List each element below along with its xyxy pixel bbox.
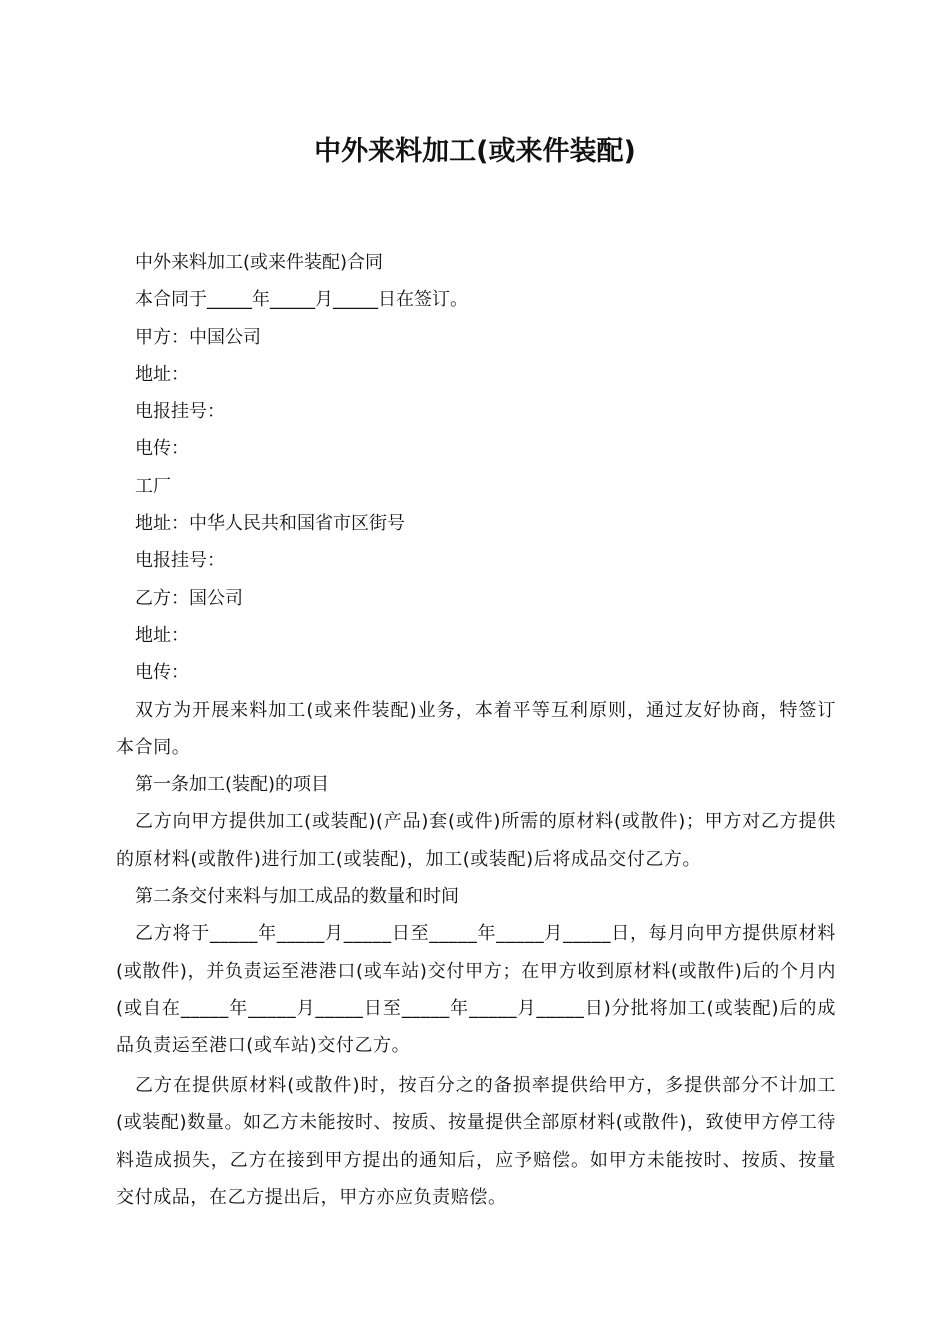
party-b-address-line: 地址： <box>135 624 189 646</box>
article-2-heading: 第二条交付来料与加工成品的数量和时间 <box>135 886 459 908</box>
article-2-body-1: 乙方将于_____年_____月_____日至_____年_____月_____日，每月向甲方提供原材料(或散件)，并负责运至港港口(或车站)交付甲方；在甲方收到原材料(或散件)后的个月内(或自在_____年_____月_____日至_____年_____月_____日)分批将加工(或装配)后的成品负责运至港口(或车站)交付乙方。 <box>116 923 836 1057</box>
party-a-address-line: 地址： <box>135 363 189 385</box>
party-b-line: 乙方：国公司 <box>135 587 243 609</box>
party-a-cable-line: 电报挂号： <box>135 401 225 423</box>
article-1-body: 乙方向甲方提供加工(或装配)(产品)套(或件)所需的原材料(或散件)；甲方对乙方提供的原材料(或散件)进行加工(或装配)，加工(或装配)后将成品交付乙方。 <box>116 811 836 870</box>
party-a-line: 甲方：中国公司 <box>135 326 261 348</box>
article-2-body-2: 乙方在提供原材料(或散件)时，按百分之的备损率提供给甲方，多提供部分不计加工(或装配)数量。如乙方未能按时、按质、按量提供全部原材料(或散件)，致使甲方停工待料造成损失，乙方在接到甲方提出的通知后，应予赔偿。如甲方未能按时、按质、按量交付成品，在乙方提出后，甲方亦应负责赔偿。 <box>116 1074 836 1209</box>
signed-date-line: 本合同于_____年_____月_____日在签订。 <box>135 289 468 311</box>
party-a-fax-line: 电传： <box>135 438 189 460</box>
article-1-heading: 第一条加工(装配)的项目 <box>135 774 330 796</box>
party-b-fax-line: 电传： <box>135 662 189 684</box>
contract-name-line: 中外来料加工(或来件装配)合同 <box>135 252 384 273</box>
preamble-paragraph: 双方为开展来料加工(或来件装配)业务，本着平等互利原则，通过友好协商，特签订本合同。 <box>116 699 836 758</box>
factory-address-line: 地址：中华人民共和国省市区街号 <box>135 513 405 535</box>
document-title: 中外来料加工(或来件装配) <box>314 136 636 167</box>
factory-cable-line: 电报挂号： <box>135 550 225 572</box>
factory-line: 工厂 <box>135 475 171 497</box>
document-body <box>116 244 836 1217</box>
